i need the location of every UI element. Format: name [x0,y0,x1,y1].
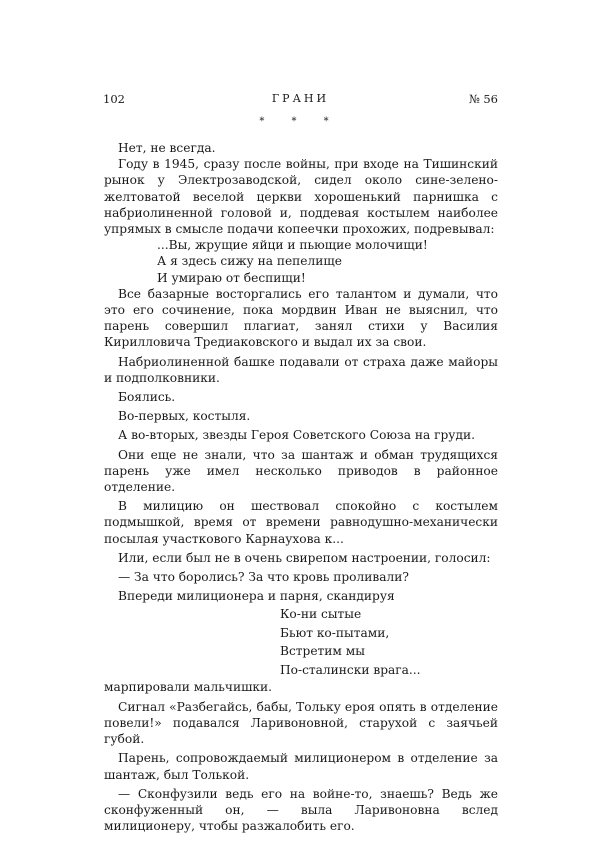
verse-line: ...Вы, жрущие яйци и пьющие молочищи! [157,238,428,253]
verse-line: Встретим мы [280,644,365,659]
journal-title: ГРАНИ [271,92,330,105]
paragraph: Или, если был не в очень свирепом настроении, голосил: [118,550,491,565]
verse-line: Бьют ко-пытами, [280,625,390,640]
verse-line: А я здесь сижу на пепелище [157,254,342,269]
main-text [104,140,498,834]
paragraph: Сигнал «Разбегайсь, бабы, Тольку ероя опять в отделение повели!» подавался Ларивоновной, старухой с заячьей губой. [104,699,498,747]
paragraph: Набриолиненной башке подавали от страха даже майоры и подполковники. [104,354,498,385]
paragraph: Нет, не всегда. [118,141,216,155]
paragraph: Парень, сопровождаемый милиционером в отделение за шантаж, был Толькой. [104,751,498,782]
verse-line: По-сталински врага... [280,662,421,677]
paragraph: Во-первых, костыля. [118,409,251,424]
paragraph: — За что боролись? За что кровь проливали? [118,570,409,585]
verse-block [104,605,498,679]
paragraph: Году в 1945, сразу после войны, при входе на Тишинский рынок у Электрозаводской, сидел около сине-зелено-желтоватой веселой церкви хорошенький парнишка с набриолиненной головой и, поддевая костылем наиболее упрямых в смысле подачи копеечки прохожих, подревывал: [104,157,498,237]
running-header [103,91,498,107]
page-number: 102 [103,92,125,106]
verse-line: Ко-ни сытые [280,607,362,622]
verse-line: И умираю от беспищи! [157,270,306,285]
issue-number: № 56 [468,92,498,106]
paragraph: Впереди милиционера и парня, скандируя [118,589,395,604]
paragraph: В милицию он шествовал спокойно с костылем подмышкой, время от времени равнодушно-механически посылая участкового Карнаухова к... [104,499,498,546]
paragraph: А во-вторых, звезды Героя Советского Союза на груди. [118,428,475,443]
paragraph: — Сконфузили ведь его на войне-то, знаешь? Ведь же сконфуженный он, — выла Ларивоновна вслед милиционеру, чтобы разжалобить его. [104,786,498,834]
paragraph: Все базарные восторгались его талантом и думали, что это его сочинение, пока мордвин Иван не выяснил, что парень совершил плагиат, занял стихи у Василия Кирилловича Тредиаковского и выдал их за свои. [104,286,498,350]
verse-block [104,237,498,286]
paragraph: Они еще не знали, что за шантаж и обман трудящихся парень уже имел несколько приводов в районное отделение. [104,447,498,495]
paragraph: марпировали мальчишки. [104,680,273,695]
paragraph: Боялись. [118,390,176,405]
section-separator: * * * [259,116,341,127]
